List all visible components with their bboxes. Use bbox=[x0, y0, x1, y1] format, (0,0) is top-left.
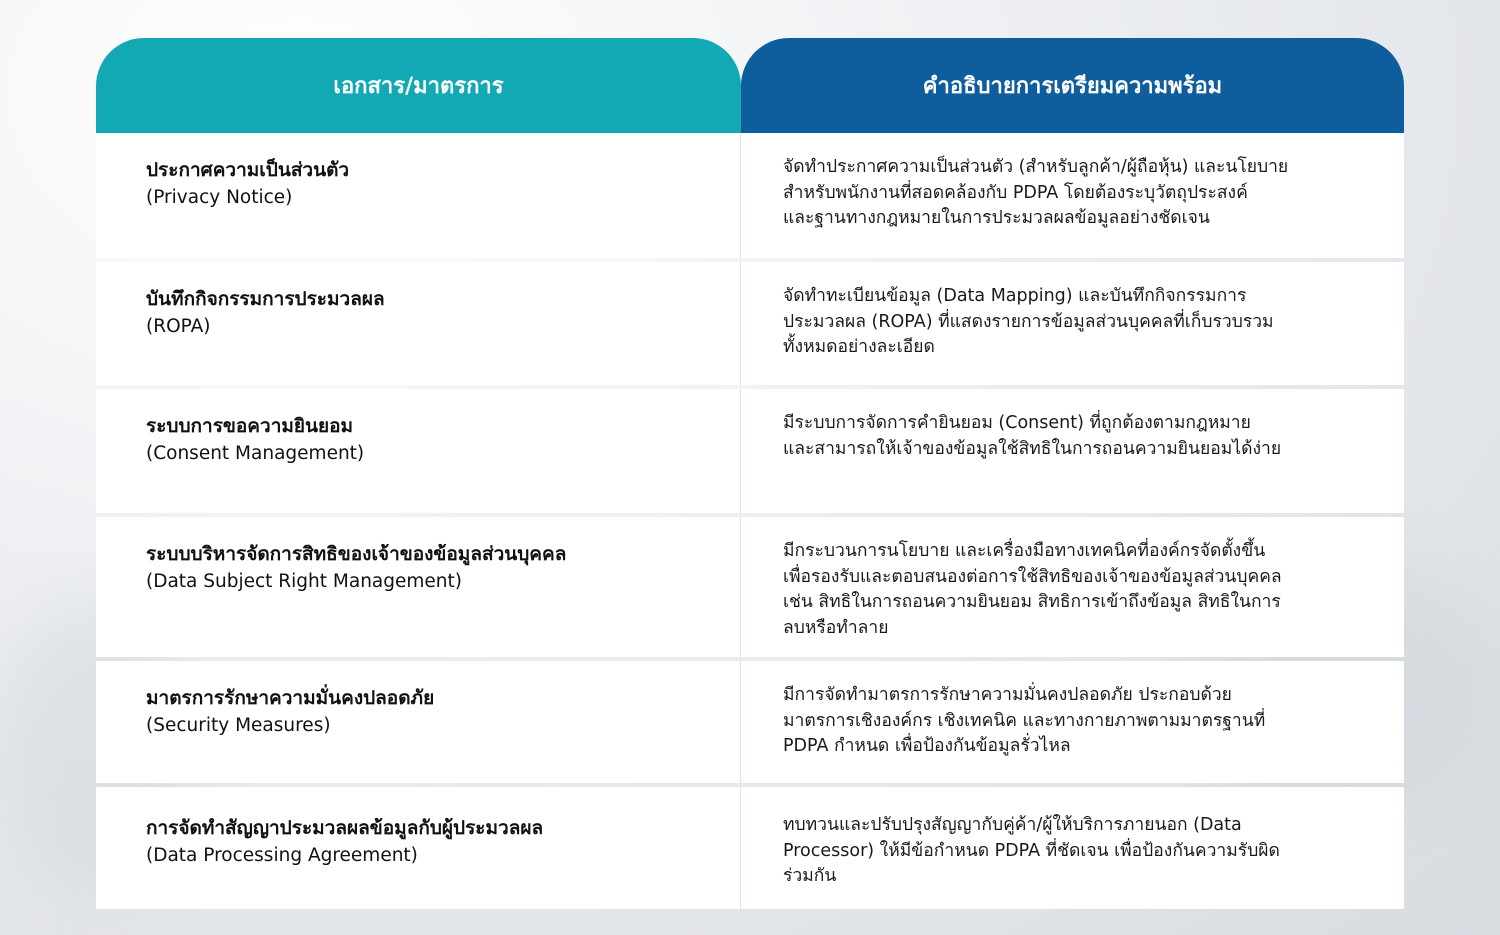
table-row bbox=[96, 389, 1404, 513]
row-description-cell bbox=[741, 517, 1404, 657]
table-row bbox=[96, 661, 1404, 783]
description-line: มาตรการเชิงองค์กร เชิงเทคนิค และทางกายภาพตามมาตรฐานที่ bbox=[783, 710, 1266, 731]
table-header bbox=[96, 38, 1404, 133]
description-line: จัดทำประกาศความเป็นส่วนตัว (สำหรับลูกค้า/ผู้ถือหุ้น) และนโยบาย bbox=[783, 157, 1289, 177]
description-line: ทบทวนและปรับปรุงสัญญากับคู่ค้า/ผู้ให้บริการภายนอก (Data bbox=[783, 815, 1242, 835]
header-documents-measures: เอกสาร/มาตรการ bbox=[96, 38, 741, 133]
row-title-thai: ระบบการขอความยินยอม bbox=[146, 415, 354, 437]
description-line: ประมวลผล (ROPA) ที่แสดงรายการข้อมูลส่วนบุคคลที่เก็บรวบรวม bbox=[783, 311, 1274, 332]
row-title-english: (Consent Management) bbox=[146, 443, 365, 464]
description-line: เช่น สิทธิในการถอนความยินยอม สิทธิการเข้าถึงข้อมูล สิทธิในการ bbox=[783, 592, 1281, 612]
row-title-cell bbox=[96, 787, 741, 909]
description-line: มีกระบวนการนโยบาย และเครื่องมือทางเทคนิคที่องค์กรจัดตั้งขึ้น bbox=[783, 541, 1266, 561]
row-title-cell bbox=[96, 661, 741, 783]
row-title-cell bbox=[96, 517, 741, 657]
pdpa-readiness-table bbox=[96, 38, 1404, 909]
row-description-cell bbox=[741, 787, 1404, 909]
row-title-english: (Data Subject Right Management) bbox=[146, 571, 462, 592]
description-line: สำหรับพนักงานที่สอดคล้องกับ PDPA โดยต้องระบุวัตถุประสงค์ bbox=[783, 182, 1248, 203]
row-title-english: (Privacy Notice) bbox=[146, 187, 293, 208]
row-title-cell bbox=[96, 389, 741, 513]
description-line: ทั้งหมดอย่างละเอียด bbox=[783, 337, 935, 357]
table-row bbox=[96, 517, 1404, 657]
row-title-english: (ROPA) bbox=[146, 316, 211, 337]
description-line: และสามารถให้เจ้าของข้อมูลใช้สิทธิในการถอนความยินยอมได้ง่าย bbox=[783, 438, 1282, 459]
row-description-cell bbox=[741, 262, 1404, 385]
header-preparation-description: คำอธิบายการเตรียมความพร้อม bbox=[741, 38, 1404, 133]
row-description-cell bbox=[741, 389, 1404, 513]
description-line: เพื่อรองรับและตอบสนองต่อการใช้สิทธิของเจ้าของข้อมูลส่วนบุคคล bbox=[783, 566, 1282, 587]
row-title-thai: บันทึกกิจกรรมการประมวลผล bbox=[146, 288, 385, 310]
description-line: Processor) ให้มีข้อกำหนด PDPA ที่ชัดเจน เพื่อป้องกันความรับผิด bbox=[783, 840, 1280, 861]
row-description-cell bbox=[741, 661, 1404, 783]
row-title-thai: มาตรการรักษาความมั่นคงปลอดภัย bbox=[146, 687, 435, 709]
description-line: มีระบบการจัดการคำยินยอม (Consent) ที่ถูกต้องตามกฎหมาย bbox=[783, 413, 1251, 433]
description-line: และฐานทางกฎหมายในการประมวลผลข้อมูลอย่างชัดเจน bbox=[783, 208, 1210, 228]
row-title-thai: ประกาศความเป็นส่วนตัว bbox=[146, 159, 350, 181]
table-row bbox=[96, 787, 1404, 909]
row-title-english: (Security Measures) bbox=[146, 715, 331, 736]
description-line: จัดทำทะเบียนข้อมูล (Data Mapping) และบันทึกกิจกรรมการ bbox=[783, 286, 1247, 306]
row-title-english: (Data Processing Agreement) bbox=[146, 845, 418, 866]
row-description-cell bbox=[741, 133, 1404, 258]
row-title-cell bbox=[96, 133, 741, 258]
description-line: ลบหรือทำลาย bbox=[783, 617, 889, 638]
description-line: PDPA กำหนด เพื่อป้องกันข้อมูลรั่วไหล bbox=[783, 736, 1071, 756]
row-title-thai: การจัดทำสัญญาประมวลผลข้อมูลกับผู้ประมวลผล bbox=[146, 817, 544, 839]
description-line: มีการจัดทำมาตรการรักษาความมั่นคงปลอดภัย ประกอบด้วย bbox=[783, 685, 1232, 705]
row-title-thai: ระบบบริหารจัดการสิทธิของเจ้าของข้อมูลส่วนบุคคล bbox=[146, 543, 567, 565]
description-line: ร่วมกัน bbox=[783, 866, 837, 886]
row-title-cell bbox=[96, 262, 741, 385]
table-row bbox=[96, 262, 1404, 385]
table-row bbox=[96, 133, 1404, 258]
